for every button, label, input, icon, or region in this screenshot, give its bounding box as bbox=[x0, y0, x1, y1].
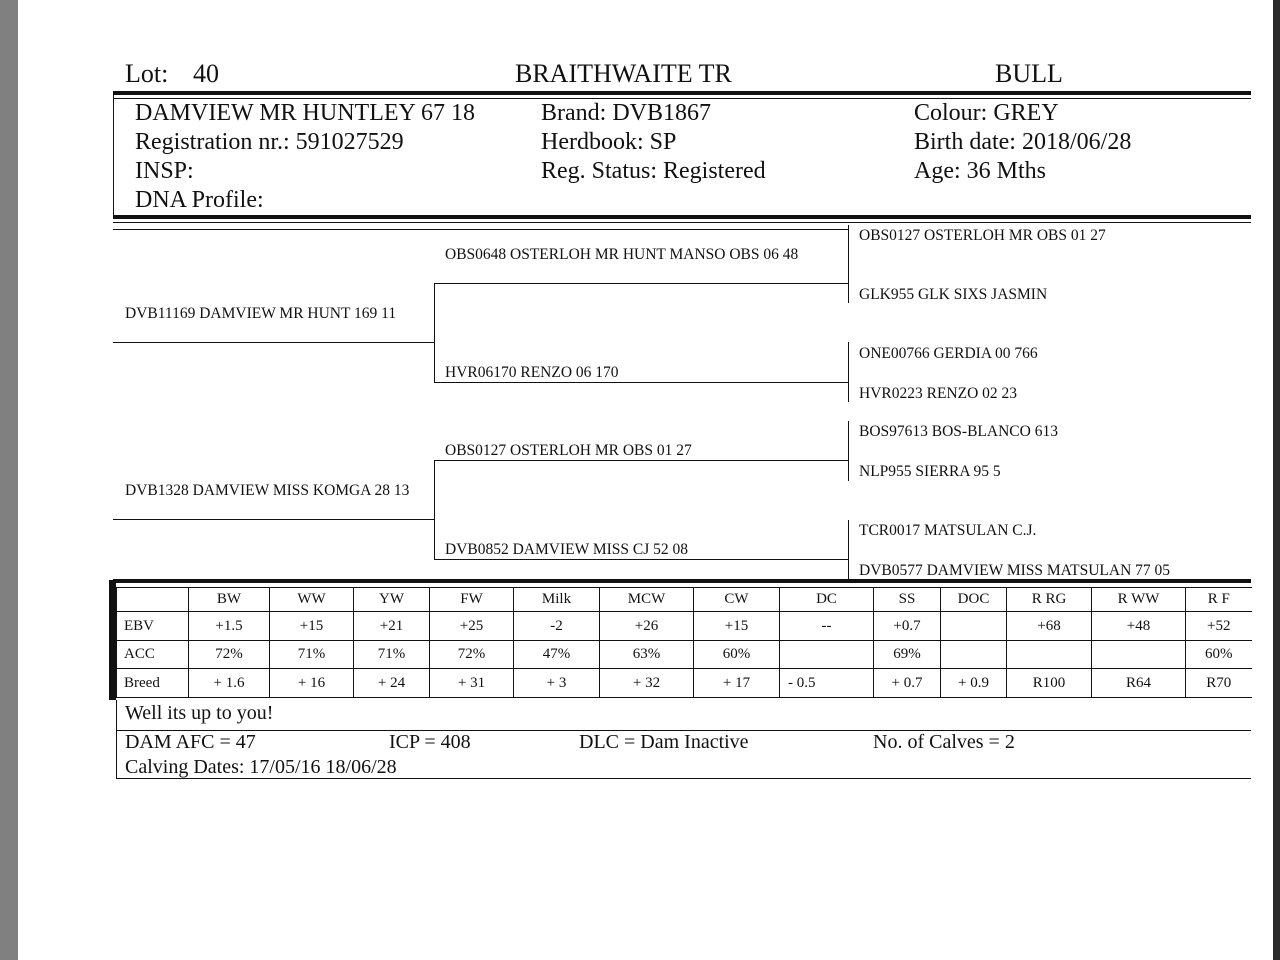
pedigree-line bbox=[848, 225, 849, 303]
breed-cell: + 32 bbox=[600, 669, 694, 698]
ebv-header-cell: MCW bbox=[600, 588, 694, 612]
identity-left-rule bbox=[113, 91, 114, 219]
ebv-header-cell: DC bbox=[780, 588, 874, 612]
registration-status: Reg. Status: Registered bbox=[541, 158, 766, 184]
pedigree-line bbox=[434, 559, 848, 560]
pedigree-g3-8: DVB0577 DAMVIEW MISS MATSULAN 77 05 bbox=[859, 562, 1171, 579]
breed-row-label: Breed bbox=[117, 669, 189, 698]
header-thick-rule bbox=[113, 91, 1251, 95]
dam-afc: DAM AFC = 47 bbox=[125, 731, 256, 753]
lot-number: 40 bbox=[193, 59, 219, 88]
ebv-cell: +25 bbox=[430, 612, 514, 641]
icp: ICP = 408 bbox=[389, 731, 471, 753]
ebv-header-cell: DOC bbox=[941, 588, 1007, 612]
ebv-cell: -2 bbox=[514, 612, 600, 641]
ebv-cell: +0.7 bbox=[874, 612, 941, 641]
animal-sex: BULL bbox=[995, 59, 1063, 88]
acc-cell: 60% bbox=[694, 641, 780, 669]
acc-cell: 72% bbox=[430, 641, 514, 669]
ebv-header-cell: R WW bbox=[1092, 588, 1186, 612]
breed-cell: + 16 bbox=[270, 669, 354, 698]
pedigree-top-rule bbox=[113, 229, 848, 230]
breed-cell: R100 bbox=[1007, 669, 1092, 698]
breed-row bbox=[117, 669, 1252, 698]
pedigree-line bbox=[434, 283, 848, 284]
breed-cell: + 24 bbox=[354, 669, 430, 698]
dam-info-bottom-rule bbox=[116, 778, 1251, 779]
ebv-cell: +68 bbox=[1007, 612, 1092, 641]
ebv-cell: +1.5 bbox=[189, 612, 270, 641]
pedigree-dam-dam: DVB0852 DAMVIEW MISS CJ 52 08 bbox=[445, 541, 688, 558]
header-thin-rule bbox=[113, 98, 1251, 99]
dlc: DLC = Dam Inactive bbox=[579, 731, 749, 753]
insp-label: INSP: bbox=[135, 158, 194, 184]
pedigree-g3-7: TCR0017 MATSULAN C.J. bbox=[859, 522, 1037, 539]
pedigree-dam-sire: OBS0127 OSTERLOH MR OBS 01 27 bbox=[445, 442, 692, 459]
age: Age: 36 Mths bbox=[914, 158, 1046, 184]
acc-row bbox=[117, 641, 1252, 669]
dam-info-left-rule bbox=[116, 700, 117, 778]
acc-cell bbox=[1007, 641, 1092, 669]
ebv-cell: +48 bbox=[1092, 612, 1186, 641]
ebv-left-bar bbox=[109, 580, 116, 700]
ebv-header-cell: SS bbox=[874, 588, 941, 612]
breed-cell: R70 bbox=[1186, 669, 1252, 698]
viewer-right-border bbox=[1273, 0, 1280, 960]
pedigree-line bbox=[848, 520, 849, 579]
birth-date: Birth date: 2018/06/28 bbox=[914, 129, 1132, 155]
pedigree-line bbox=[113, 519, 434, 520]
breed-cell: + 3 bbox=[514, 669, 600, 698]
pedigree-line bbox=[848, 421, 849, 481]
viewer-left-border bbox=[0, 0, 18, 960]
identity-thick-rule bbox=[113, 215, 1251, 219]
ebv-header-cell: Milk bbox=[514, 588, 600, 612]
breed-cell: + 0.7 bbox=[874, 669, 941, 698]
pedigree-g3-4: HVR0223 RENZO 02 23 bbox=[859, 385, 1018, 402]
comment: Well its up to you! bbox=[125, 702, 274, 724]
ebv-cell: +15 bbox=[270, 612, 354, 641]
breed-cell: - 0.5 bbox=[780, 669, 874, 698]
acc-cell: 72% bbox=[189, 641, 270, 669]
colour: Colour: GREY bbox=[914, 100, 1059, 126]
pedigree-g3-3: ONE00766 GERDIA 00 766 bbox=[859, 345, 1038, 362]
ebv-cell: -- bbox=[780, 612, 874, 641]
ebv-header-cell: BW bbox=[189, 588, 270, 612]
pedigree-g3-6: NLP955 SIERRA 95 5 bbox=[859, 463, 1001, 480]
pedigree-g3-1: OBS0127 OSTERLOH MR OBS 01 27 bbox=[859, 227, 1106, 244]
ebv-header-cell: R F bbox=[1186, 588, 1252, 612]
ebv-cell: +21 bbox=[354, 612, 430, 641]
ebv-header-cell: WW bbox=[270, 588, 354, 612]
pedigree-line bbox=[434, 382, 848, 383]
ebv-header-row bbox=[117, 588, 1252, 612]
acc-cell bbox=[941, 641, 1007, 669]
ebv-header-cell bbox=[117, 588, 189, 612]
ebv-header-cell: FW bbox=[430, 588, 514, 612]
pedigree-g3-5: BOS97613 BOS-BLANCO 613 bbox=[859, 423, 1058, 440]
pedigree-sire-sire: OBS0648 OSTERLOH MR HUNT MANSO OBS 06 48 bbox=[445, 246, 799, 263]
ebv-cell bbox=[941, 612, 1007, 641]
herdbook: Herdbook: SP bbox=[541, 129, 677, 155]
ebv-row-label: EBV bbox=[117, 612, 189, 641]
pedigree-sire: DVB11169 DAMVIEW MR HUNT 169 11 bbox=[125, 305, 397, 322]
ebv-header-cell: R RG bbox=[1007, 588, 1092, 612]
acc-cell: 60% bbox=[1186, 641, 1252, 669]
dna-profile-label: DNA Profile: bbox=[135, 187, 264, 213]
ebv-header-cell: CW bbox=[694, 588, 780, 612]
ebv-cell: +15 bbox=[694, 612, 780, 641]
calving-dates: Calving Dates: 17/05/16 18/06/28 bbox=[125, 756, 397, 778]
breed-cell: + 31 bbox=[430, 669, 514, 698]
acc-cell: 69% bbox=[874, 641, 941, 669]
acc-cell: 71% bbox=[270, 641, 354, 669]
pedigree-line bbox=[848, 342, 849, 402]
ebv-row bbox=[117, 612, 1252, 641]
lot-label: Lot: bbox=[125, 59, 169, 88]
pedigree-line bbox=[434, 283, 435, 382]
breed-cell: R64 bbox=[1092, 669, 1186, 698]
ebv-cell: +52 bbox=[1186, 612, 1252, 641]
ebv-cell: +26 bbox=[600, 612, 694, 641]
breed-cell: + 0.9 bbox=[941, 669, 1007, 698]
ebv-header-cell: YW bbox=[354, 588, 430, 612]
seller-name: BRAITHWAITE TR bbox=[515, 59, 732, 88]
acc-cell bbox=[1092, 641, 1186, 669]
ebv-table bbox=[116, 587, 1252, 698]
acc-cell: 63% bbox=[600, 641, 694, 669]
breed-cell: + 1.6 bbox=[189, 669, 270, 698]
pedigree-line bbox=[434, 460, 848, 461]
number-of-calves: No. of Calves = 2 bbox=[873, 731, 1015, 753]
acc-cell bbox=[780, 641, 874, 669]
pedigree-line bbox=[113, 342, 434, 343]
identity-thin-rule bbox=[113, 222, 1251, 223]
registration-number: Registration nr.: 591027529 bbox=[135, 129, 404, 155]
acc-cell: 47% bbox=[514, 641, 600, 669]
pedigree-sire-dam: HVR06170 RENZO 06 170 bbox=[445, 364, 619, 381]
brand: Brand: DVB1867 bbox=[541, 100, 711, 126]
acc-row-label: ACC bbox=[117, 641, 189, 669]
pedigree-line bbox=[434, 460, 435, 559]
pedigree-dam: DVB1328 DAMVIEW MISS KOMGA 28 13 bbox=[125, 482, 410, 499]
pedigree-g3-2: GLK955 GLK SIXS JASMIN bbox=[859, 286, 1048, 303]
breed-cell: + 17 bbox=[694, 669, 780, 698]
acc-cell: 71% bbox=[354, 641, 430, 669]
ebv-thick-rule bbox=[113, 579, 1251, 583]
animal-name: DAMVIEW MR HUNTLEY 67 18 bbox=[135, 100, 475, 126]
